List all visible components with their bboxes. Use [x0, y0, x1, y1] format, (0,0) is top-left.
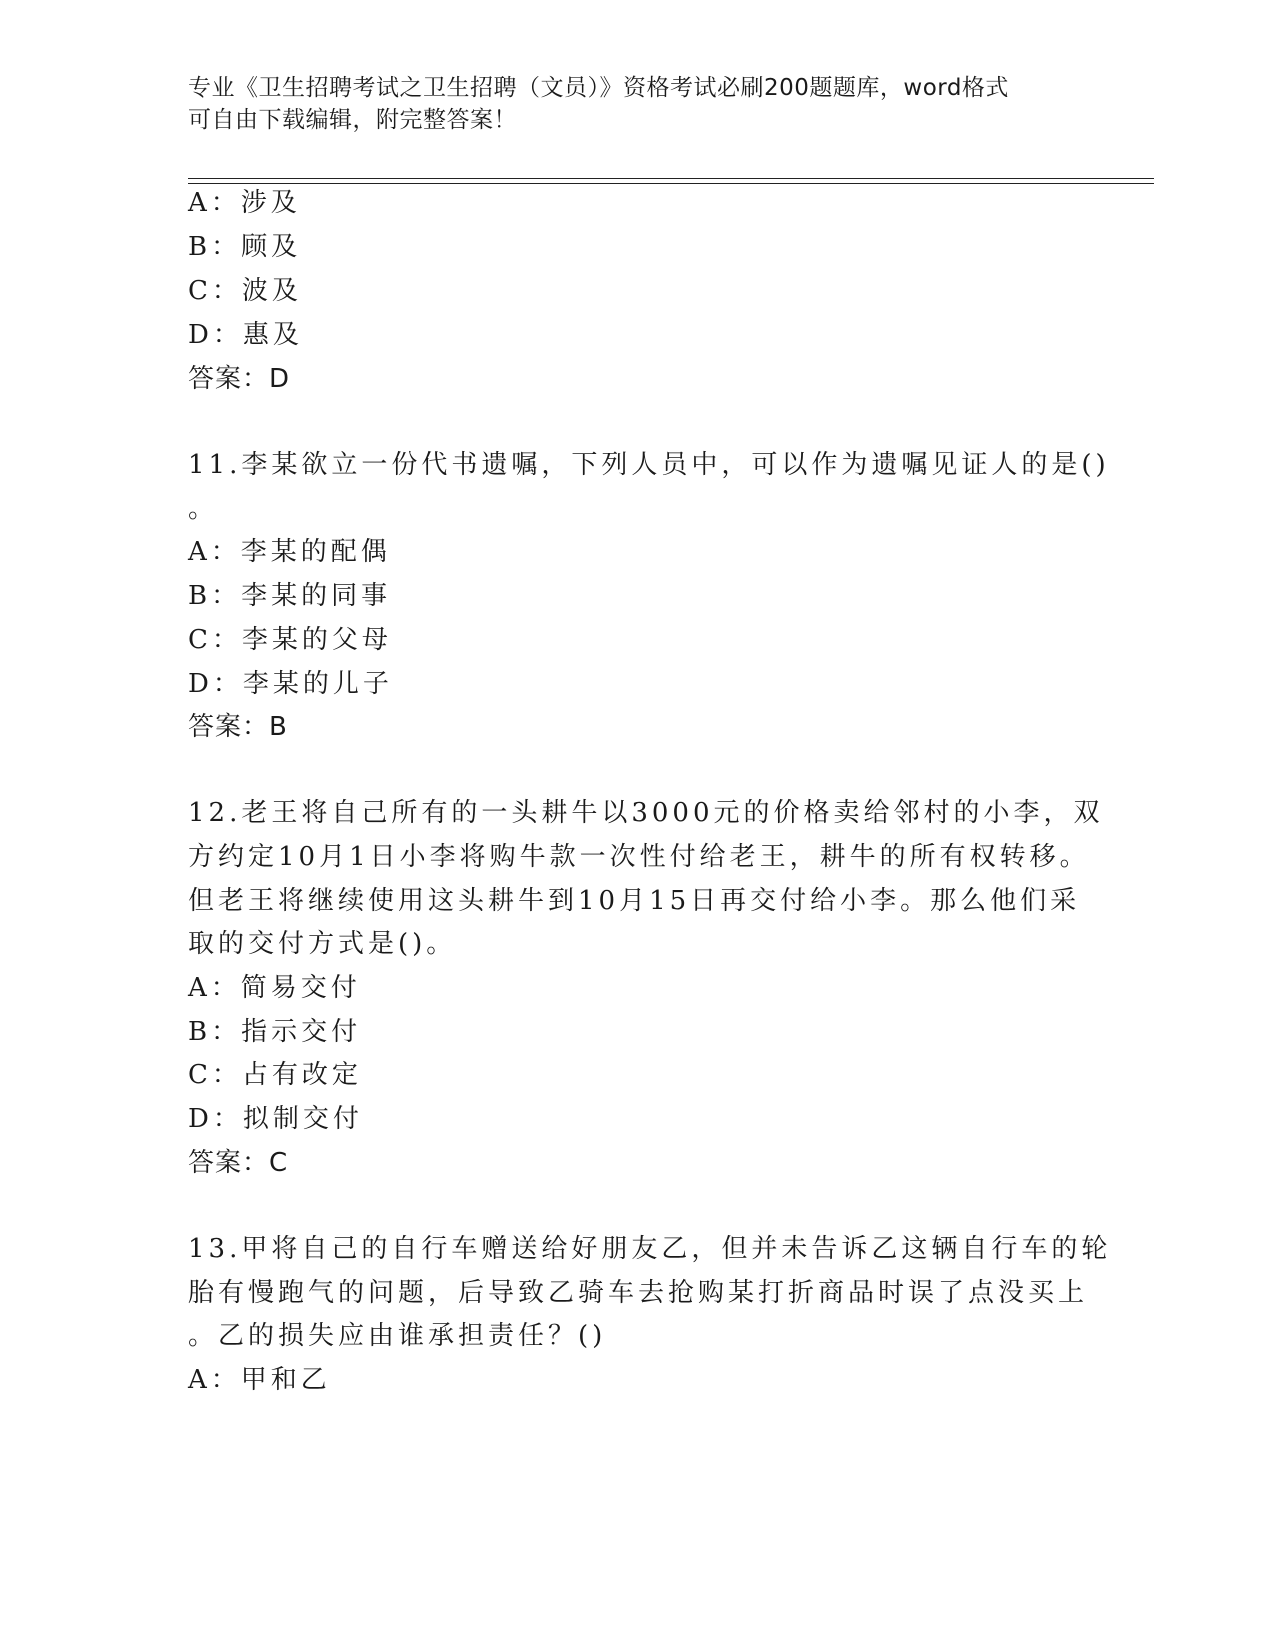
q13-option-a: A：甲和乙 — [188, 1365, 331, 1395]
q11-option-b: B：李某的同事 — [188, 581, 392, 611]
q13-stem-line-2: 胎有慢跑气的问题，后导致乙骑车去抢购某打折商品时误了点没买上 — [188, 1278, 1089, 1308]
q10-option-b: B：顾及 — [188, 232, 302, 262]
q11-stem-line-1: 11.李某欲立一份代书遗嘱，下列人员中，可以作为遗嘱见证人的是() — [188, 450, 1110, 480]
q11-option-d: D：李某的儿子 — [188, 669, 393, 699]
q10-option-d: D：惠及 — [188, 320, 303, 350]
q12-option-b: B：指示交付 — [188, 1017, 362, 1047]
q10-answer: 答案：D — [188, 364, 291, 394]
q12-stem-line-3: 但老王将继续使用这头耕牛到10月15日再交付给小李。那么他们采 — [188, 886, 1081, 916]
q12-option-c: C：占有改定 — [188, 1060, 362, 1090]
q12-answer: 答案：C — [188, 1148, 289, 1178]
q12-option-d: D：拟制交付 — [188, 1104, 363, 1134]
document-header — [188, 72, 1088, 136]
q13-stem-line-3: 。乙的损失应由谁承担责任？() — [188, 1321, 607, 1351]
q11-stem-line-2: 。 — [188, 494, 219, 524]
q13-stem-line-1: 13.甲将自己的自行车赠送给好朋友乙，但并未告诉乙这辆自行车的轮 — [188, 1234, 1112, 1264]
header-line-1: 专业《卫生招聘考试之卫生招聘（文员）》资格考试必刷200题题库，word格式 — [188, 75, 1009, 101]
q10-option-c: C：波及 — [188, 276, 302, 306]
q12-stem-line-1: 12.老王将自己所有的一头耕牛以3000元的价格卖给邻村的小李，双 — [188, 798, 1104, 828]
q11-answer: 答案：B — [188, 712, 288, 742]
q12-stem-line-2: 方约定10月1日小李将购牛款一次性付给老王，耕牛的所有权转移。 — [188, 842, 1090, 872]
header-divider — [188, 178, 1154, 184]
q10-option-a: A：涉及 — [188, 188, 301, 218]
header-line-2: 可自由下载编辑，附完整答案！ — [188, 107, 517, 133]
q12-stem-line-4: 取的交付方式是()。 — [188, 929, 457, 959]
q11-option-c: C：李某的父母 — [188, 625, 392, 655]
q11-option-a: A：李某的配偶 — [188, 537, 391, 567]
q12-option-a: A：简易交付 — [188, 973, 361, 1003]
